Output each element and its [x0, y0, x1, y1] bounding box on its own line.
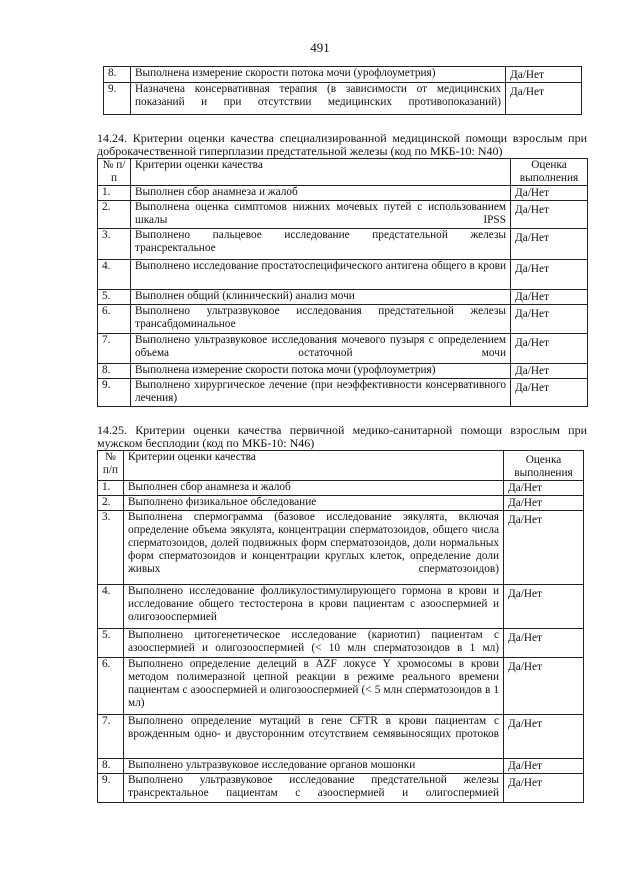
table-row — [98, 305, 588, 334]
table-header-row — [98, 159, 588, 186]
row-number: 2. — [98, 201, 131, 229]
row-number: 8. — [104, 67, 131, 83]
row-number: 6. — [98, 305, 131, 334]
table-row — [98, 658, 584, 715]
criterion-text: Выполнено хирургическое лечение (при неэффективности консервативного лечения) — [131, 379, 511, 407]
evaluation-value: Да/Нет — [511, 379, 588, 407]
row-number: 1. — [98, 481, 124, 496]
criteria-table-14-25 — [97, 450, 584, 803]
evaluation-value: Да/Нет — [504, 774, 584, 803]
table-row — [98, 715, 584, 759]
evaluation-value: Да/Нет — [504, 496, 584, 511]
evaluation-value: Да/Нет — [504, 759, 584, 774]
criterion-text: Выполнено определение мутаций в гене CFTR в крови пациентам с врожденным одно- и двусторонним отсутствием семявыносящих протоков — [124, 715, 504, 759]
table-row — [98, 759, 584, 774]
criterion-text: Выполнен общий (клинический) анализ мочи — [131, 290, 511, 305]
criterion-text: Выполнена измерение скорости потока мочи (урофлоуметрия) — [131, 364, 511, 379]
row-number: 9. — [98, 379, 131, 407]
table-row — [98, 379, 588, 407]
evaluation-value: Да/Нет — [511, 290, 588, 305]
evaluation-value: Да/Нет — [511, 186, 588, 201]
row-number: 1. — [98, 186, 131, 201]
header-evaluation: Оценка выполнения — [511, 159, 588, 186]
table-header-row — [98, 451, 584, 481]
row-number: 5. — [98, 290, 131, 305]
section-title-14-24: 14.24. Критерии оценки качества специализированной медицинской помощи взрослым при доброкачественной гиперплазии предстательной железы (код по МКБ-10: N40) — [97, 131, 587, 158]
evaluation-value: Да/Нет — [504, 511, 584, 585]
top-continuation-table — [103, 66, 582, 115]
table-row — [98, 481, 584, 496]
criterion-text: Выполнено пальцевое исследование предстательной железы трансректальное — [131, 229, 511, 260]
table-row — [98, 511, 584, 585]
criterion-text: Выполнен сбор анамнеза и жалоб — [131, 186, 511, 201]
row-number: 4. — [98, 585, 124, 629]
criterion-text: Выполнено ультразвуковое исследование органов мошонки — [124, 759, 504, 774]
table-row — [98, 201, 588, 229]
evaluation-value: Да/Нет — [504, 658, 584, 715]
criterion-text: Выполнена измерение скорости потока мочи (урофлоуметрия) — [131, 67, 506, 83]
evaluation-value: Да/Нет — [504, 585, 584, 629]
header-criteria: Критерии оценки качества — [124, 451, 504, 481]
row-number: 9. — [104, 83, 131, 115]
evaluation-value: Да/Нет — [511, 201, 588, 229]
row-number: 7. — [98, 334, 131, 364]
table-row — [104, 67, 582, 83]
header-number: № п/п — [98, 451, 124, 481]
section-title-14-25: 14.25. Критерии оценки качества первичной медико-санитарной помощи взрослым при мужском бесплодии (код по МКБ-10: N46) — [97, 423, 587, 450]
evaluation-value: Да/Нет — [511, 260, 588, 290]
row-number: 5. — [98, 629, 124, 658]
evaluation-value: Да/Нет — [506, 67, 582, 83]
criterion-text: Выполнен сбор анамнеза и жалоб — [124, 481, 504, 496]
table-row — [98, 585, 584, 629]
page-number: 491 — [310, 40, 330, 55]
row-number: 6. — [98, 658, 124, 715]
criterion-text: Выполнено ультразвуковое исследования предстательной железы трансабдоминальное — [131, 305, 511, 334]
row-number: 4. — [98, 260, 131, 290]
table-row — [98, 229, 588, 260]
evaluation-value: Да/Нет — [504, 715, 584, 759]
evaluation-value: Да/Нет — [511, 305, 588, 334]
table-row — [98, 774, 584, 803]
header-number: № п/п — [98, 159, 131, 186]
criterion-text: Назначена консервативная терапия (в зависимости от медицинских показаний и при отсутствии медицинских противопоказаний) — [131, 83, 506, 115]
evaluation-value: Да/Нет — [504, 481, 584, 496]
criterion-text: Выполнено цитогенетическое исследование (кариотип) пациентам с азооспермией и олигозооспермией (< 10 млн сперматозоидов в 1 мл) — [124, 629, 504, 658]
table-row — [98, 496, 584, 511]
row-number: 3. — [98, 511, 124, 585]
evaluation-value: Да/Нет — [511, 364, 588, 379]
evaluation-value: Да/Нет — [506, 83, 582, 115]
row-number: 9. — [98, 774, 124, 803]
evaluation-value: Да/Нет — [511, 334, 588, 364]
row-number: 8. — [98, 364, 131, 379]
criterion-text: Выполнено определение делеций в AZF локусе Y хромосомы в крови методом полимеразной цепной реакции в режиме реального времени пациентам с азооспермией и олигозооспермией (< 5 млн сперматозоидов в 1 мл) — [124, 658, 504, 715]
table-row — [104, 83, 582, 115]
table-row — [98, 186, 588, 201]
criterion-text: Выполнена оценка симптомов нижних мочевых путей с использованием шкалы IPSS — [131, 201, 511, 229]
evaluation-value: Да/Нет — [504, 629, 584, 658]
criterion-text: Выполнено ультразвуковое исследование предстательной железы трансректальное пациентам с азооспермией и олигоспермией — [124, 774, 504, 803]
criterion-text: Выполнено исследование простатоспецифического антигена общего в крови — [131, 260, 511, 290]
header-evaluation: Оценка выполнения — [504, 451, 584, 481]
criterion-text: Выполнено ультразвуковое исследования мочевого пузыря с определением объема остаточной мочи — [131, 334, 511, 364]
header-criteria: Критерии оценки качества — [131, 159, 511, 186]
row-number: 3. — [98, 229, 131, 260]
row-number: 2. — [98, 496, 124, 511]
table-row — [98, 364, 588, 379]
table-row — [98, 629, 584, 658]
criterion-text: Выполнено исследование фолликулостимулирующего гормона в крови и исследование общего тестостерона в крови пациентам с азооспермией и олигозооспермией — [124, 585, 504, 629]
table-row — [98, 260, 588, 290]
table-row — [98, 290, 588, 305]
criteria-table-14-24 — [97, 158, 588, 407]
table-row — [98, 334, 588, 364]
row-number: 8. — [98, 759, 124, 774]
criterion-text: Выполнена спермограмма (базовое исследование эякулята, включая определение объема эякулята, концентрации сперматозоидов, общего числа сперматозоидов, долей подвижных форм сперматозоидов, доли нормальных форм сперматозоидов и концентрации круглых клеток, определение доли живых сперматозоидов) — [124, 511, 504, 585]
row-number: 7. — [98, 715, 124, 759]
evaluation-value: Да/Нет — [511, 229, 588, 260]
criterion-text: Выполнено физикальное обследование — [124, 496, 504, 511]
